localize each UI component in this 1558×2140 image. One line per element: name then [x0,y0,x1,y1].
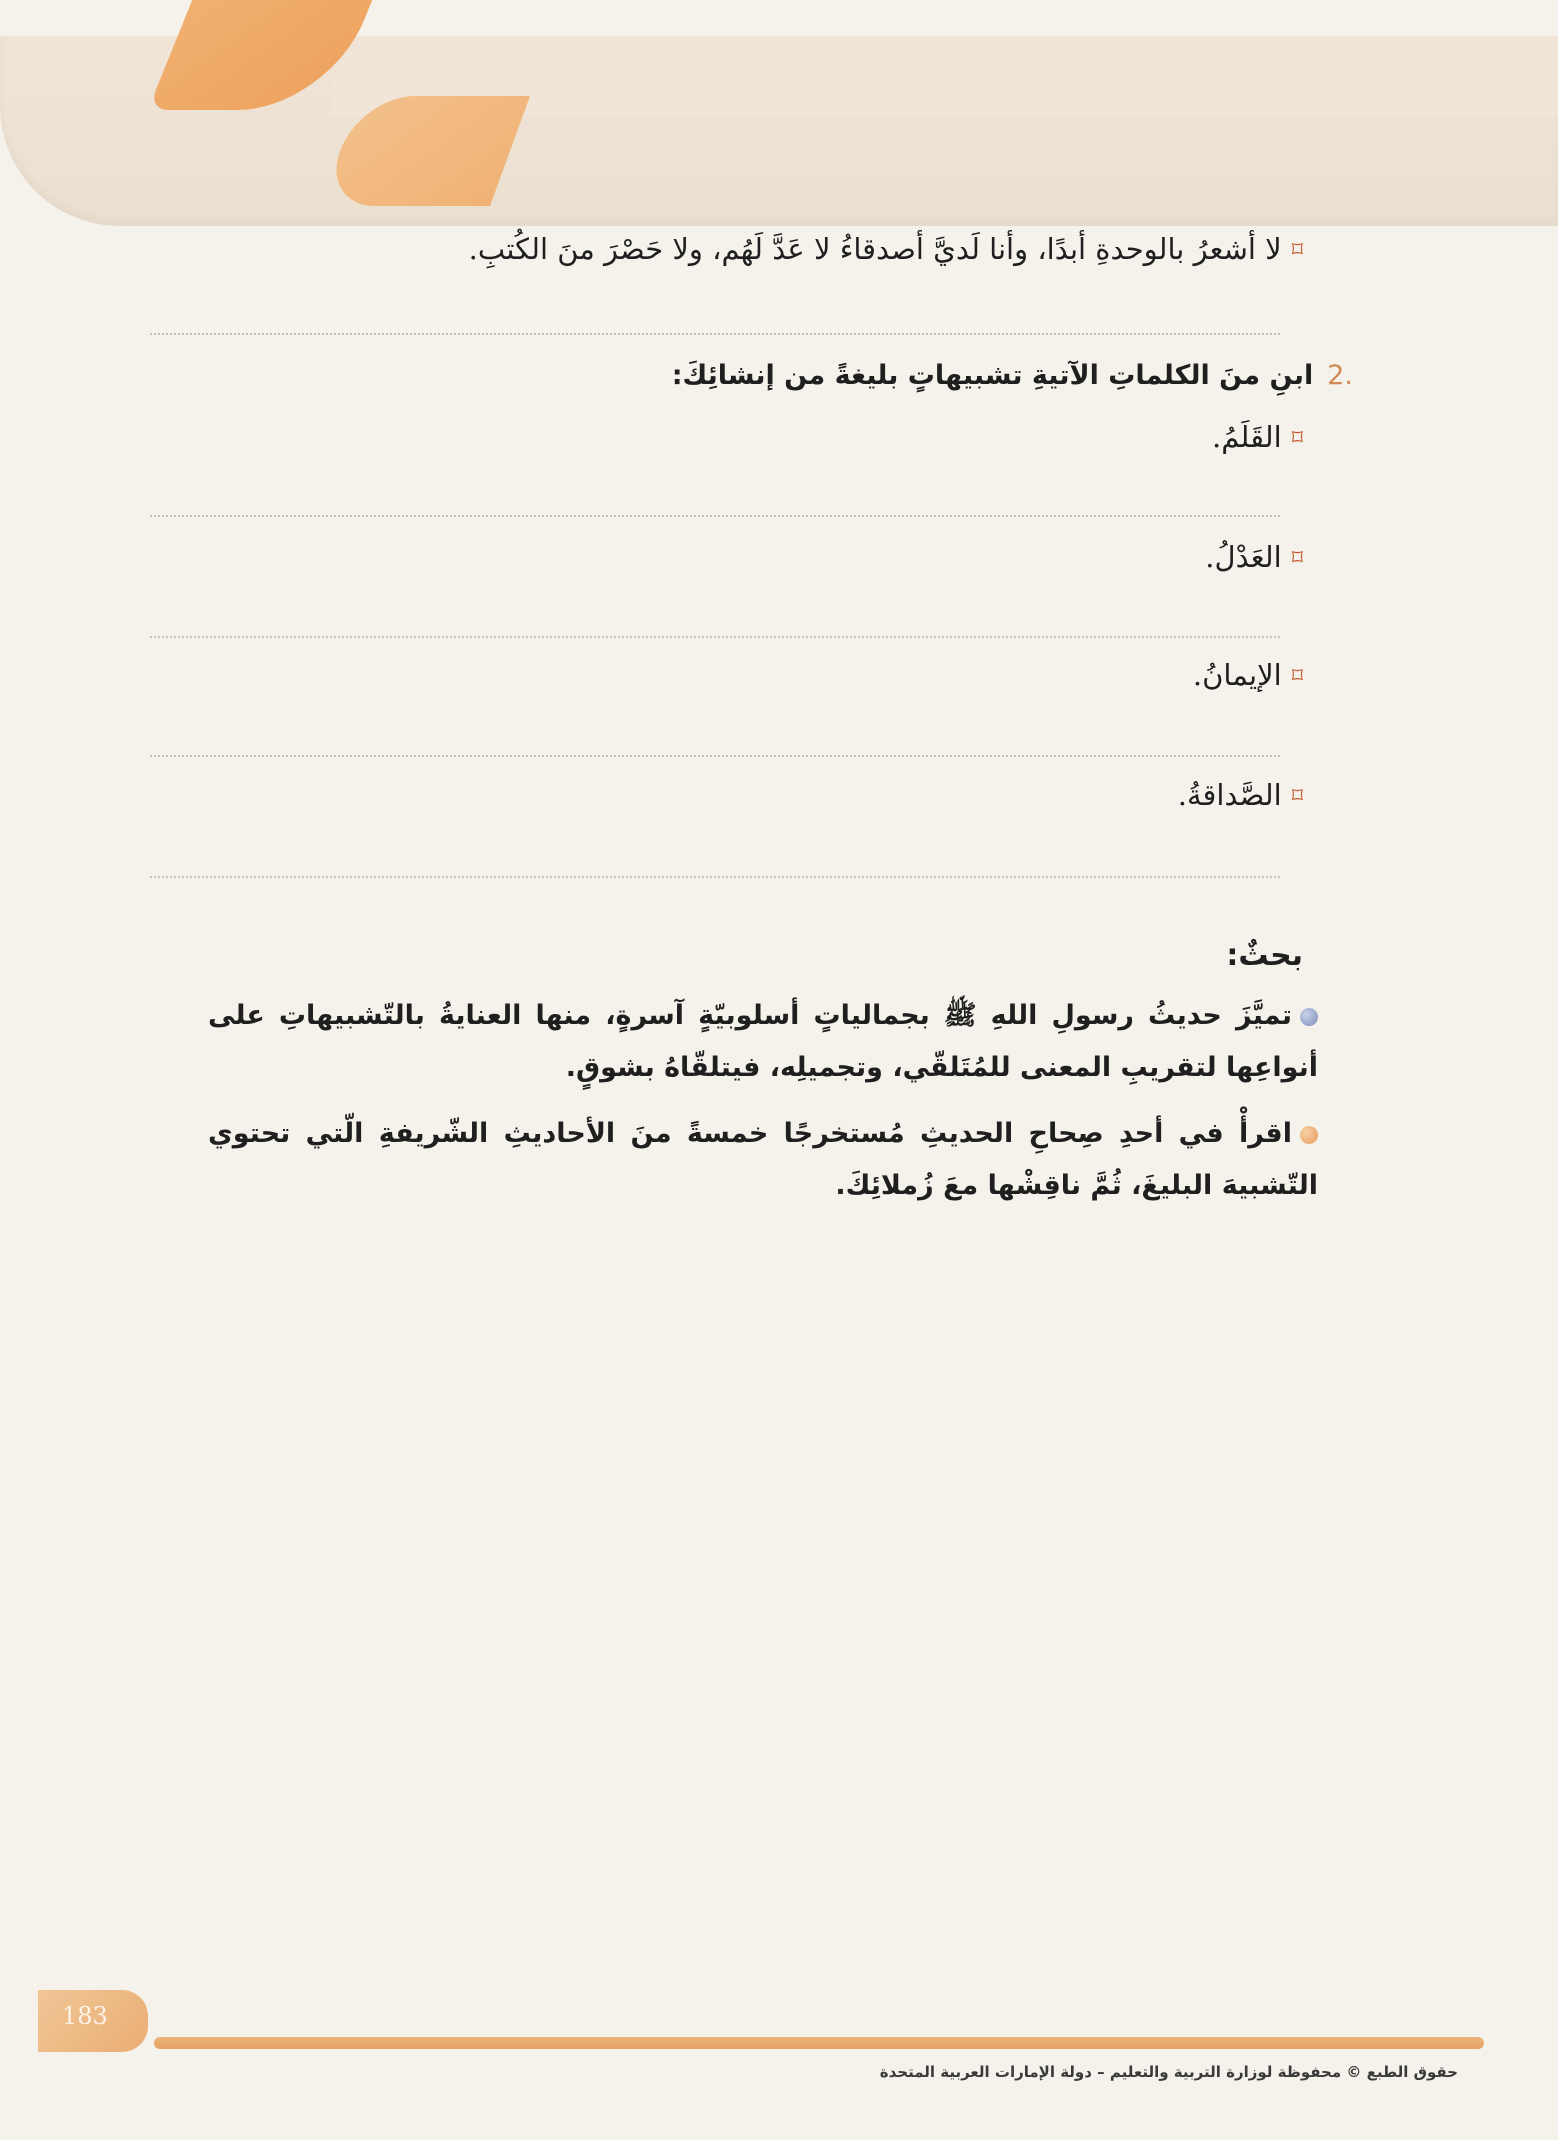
research-title: بحثٌ: [1226,938,1303,973]
question-number: .2 [1327,360,1353,391]
list-item-text: العَدْلُ. [1205,540,1282,574]
list-item-text: الصَّداقةُ. [1177,778,1282,812]
bullet-icon: ⌑ [1291,784,1303,809]
list-item-text: القَلَمُ. [1212,420,1282,454]
research-paragraph-2 [208,1108,1318,1212]
research-paragraph-2-text: اقرأْ في أحدِ صِحاحِ الحديثِ مُستخرجًا خمسةً منَ الأحاديثِ الشّريفةِ الّتي تحتوي التّشبيهَ البليغَ، ثُمَّ ناقِشْها معَ زُملائِكَ. [208,1118,1318,1201]
top-sentence [203,232,1303,266]
research-paragraph-1 [208,990,1318,1094]
answer-line [150,876,1280,878]
bullet-icon: ⌑ [1291,238,1303,263]
question-2-heading [253,360,1353,391]
page-number: 183 [62,2002,108,2030]
list-item [703,420,1303,454]
research-paragraph-1-text: تميَّزَ حديثُ رسولِ اللهِ ﷺ بجمالياتٍ أسلوبيّةٍ آسرةٍ، منها العنايةُ بالتّشبيهاتِ على أنواعِها لتقريبِ المعنى للمُتَلقّي، وتجميلِه، فيتلقّاهُ بشوقٍ. [208,1000,1318,1083]
answer-line [150,636,1280,638]
answer-line [150,755,1280,757]
copyright-notice: حقوق الطبع © محفوظة لوزارة التربية والتعليم – دولة الإمارات العربية المتحدة [879,2063,1458,2081]
question-2-text: ابنِ منَ الكلماتِ الآتيةِ تشبيهاتٍ بليغةً من إنشائِكَ: [671,360,1314,391]
answer-line [150,515,1280,517]
footer-bar [154,2037,1484,2049]
bullet-icon: ⌑ [1291,546,1303,571]
bullet-icon: ⌑ [1291,664,1303,689]
top-sentence-text: لا أشعرُ بالوحدةِ أبدًا، وأنا لَديَّ أصدقاءُ لا عَدَّ لَهُم، ولا حَصْرَ منَ الكُتبِ. [468,232,1282,266]
list-item-text: الإيمانُ. [1192,658,1282,692]
answer-line [150,333,1280,335]
blue-bullet-icon [1300,1008,1318,1026]
orange-bullet-icon [1300,1126,1318,1144]
list-item [703,658,1303,692]
bullet-icon: ⌑ [1291,426,1303,451]
list-item [703,778,1303,812]
list-item [703,540,1303,574]
